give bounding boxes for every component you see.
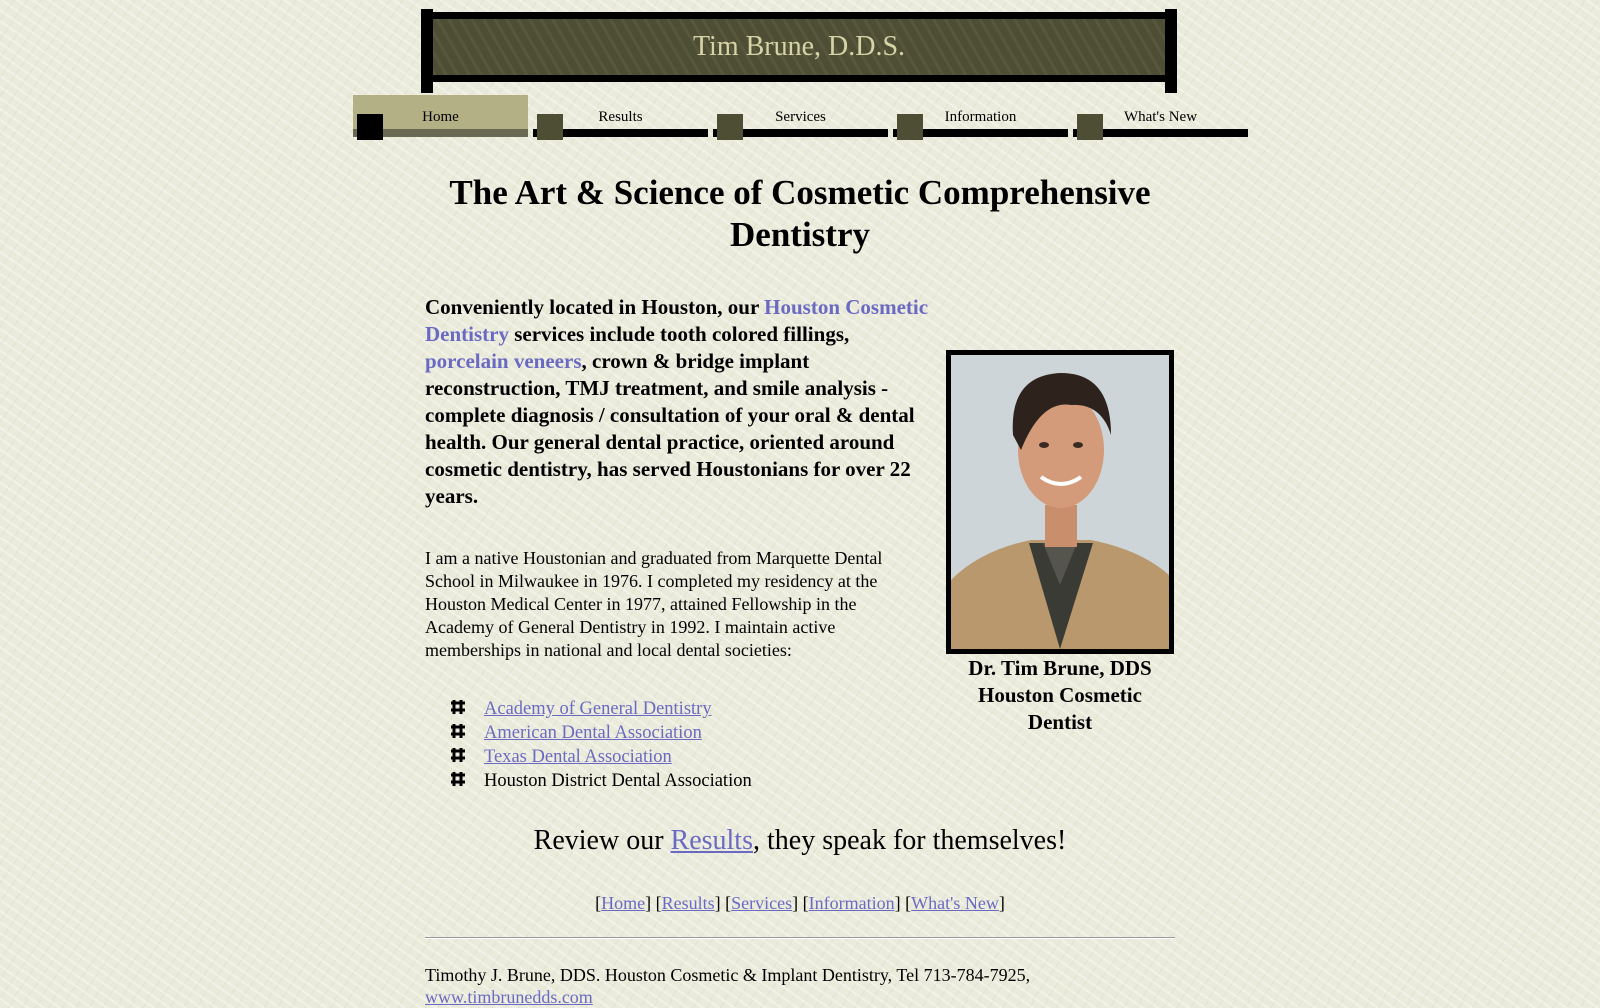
texas-dental-association-link[interactable]: Texas Dental Association: [484, 747, 672, 767]
main-nav: [353, 95, 1249, 140]
portrait-illustration: [951, 355, 1169, 649]
tab-label: Information: [944, 109, 1017, 125]
academy-general-dentistry-link[interactable]: Academy of General Dentistry: [484, 699, 712, 719]
tab-services[interactable]: [713, 95, 888, 140]
hash-bullet-icon: [450, 747, 466, 763]
membership-list: [450, 697, 752, 793]
footer-contact-text: Timothy J. Brune, DDS. Houston Cosmetic & Implant Dentistry, Tel 713-784-7925,: [425, 965, 1031, 985]
caption-line: Houston Cosmetic: [978, 683, 1142, 707]
intro-paragraph: [425, 294, 935, 510]
bio-paragraph: I am a native Houstonian and graduated from Marquette Dental School in Milwaukee in 1976. I completed my residency at the Houston Medical Center in 1977, attained Fellowship in the Academy of General Dentistry in 1992. I maintain active memberships in national and local dental societies:: [425, 548, 883, 660]
footer-link-information[interactable]: Information: [808, 893, 895, 913]
tab-label: Services: [775, 109, 826, 125]
tab-label: What's New: [1123, 109, 1198, 125]
houston-cosmetic-dentistry-link[interactable]: Houston Cosmetic Dentistry: [425, 295, 929, 346]
page-title: The Art & Science of Cosmetic Comprehensive Dentistry: [449, 173, 1151, 254]
intro-text-1: Conveniently located in Houston, our: [425, 295, 765, 319]
footer-link-home[interactable]: Home: [601, 893, 646, 913]
tab-results[interactable]: [533, 95, 708, 140]
footer-nav: [Home] [Results] [Services] [Information] [What's New]: [595, 893, 1005, 913]
hash-bullet-icon: [450, 771, 466, 787]
site-title: Tim Brune, D.D.S.: [692, 31, 906, 62]
review-results-line: [400, 825, 1200, 857]
houston-district-dental-association: Houston District Dental Association: [484, 771, 752, 791]
results-link[interactable]: Results: [670, 825, 753, 856]
list-item: [450, 769, 752, 793]
footer-divider: [425, 937, 1175, 939]
american-dental-association-link[interactable]: American Dental Association: [484, 723, 702, 743]
porcelain-veneers-link[interactable]: porcelain veneers: [425, 349, 582, 373]
banner-post-left: [421, 9, 433, 93]
footer-link-services[interactable]: Services: [731, 893, 793, 913]
review-text-before: Review our: [533, 825, 671, 856]
footer-link-results[interactable]: Results: [661, 893, 715, 913]
list-item: [450, 697, 752, 721]
caption-line: Dentist: [1027, 710, 1093, 734]
intro-text-2: services include tooth colored fillings,: [508, 322, 850, 346]
tab-whats-new[interactable]: [1073, 95, 1248, 140]
list-item: [450, 721, 752, 745]
tab-label: Home: [422, 109, 459, 125]
footer-link-whats-new[interactable]: What's New: [911, 893, 999, 913]
caption-line: Dr. Tim Brune, DDS: [968, 656, 1152, 680]
tab-information[interactable]: [893, 95, 1068, 140]
intro-text-3: , crown & bridge implant reconstruction, TMJ treatment, and smile analysis - complete diagnosis / consultation of your oral & dental health. Our general dental practice, oriented around cosmetic dentistry, has served Houstonians for over 22 years.: [425, 349, 915, 508]
tab-home[interactable]: [353, 95, 528, 140]
hash-bullet-icon: [450, 699, 466, 715]
website-link[interactable]: www.timbrunedds.com: [425, 987, 593, 1007]
tab-label: Results: [598, 109, 643, 125]
list-item: [450, 745, 752, 769]
photo-caption: [930, 655, 1190, 736]
footer-contact: [425, 964, 1185, 1008]
hash-bullet-icon: [450, 723, 466, 739]
review-text-after: , they speak for themselves!: [752, 825, 1067, 856]
banner-post-right: [1165, 9, 1177, 93]
site-banner: [425, 12, 1173, 82]
dentist-portrait-photo: [946, 350, 1174, 654]
